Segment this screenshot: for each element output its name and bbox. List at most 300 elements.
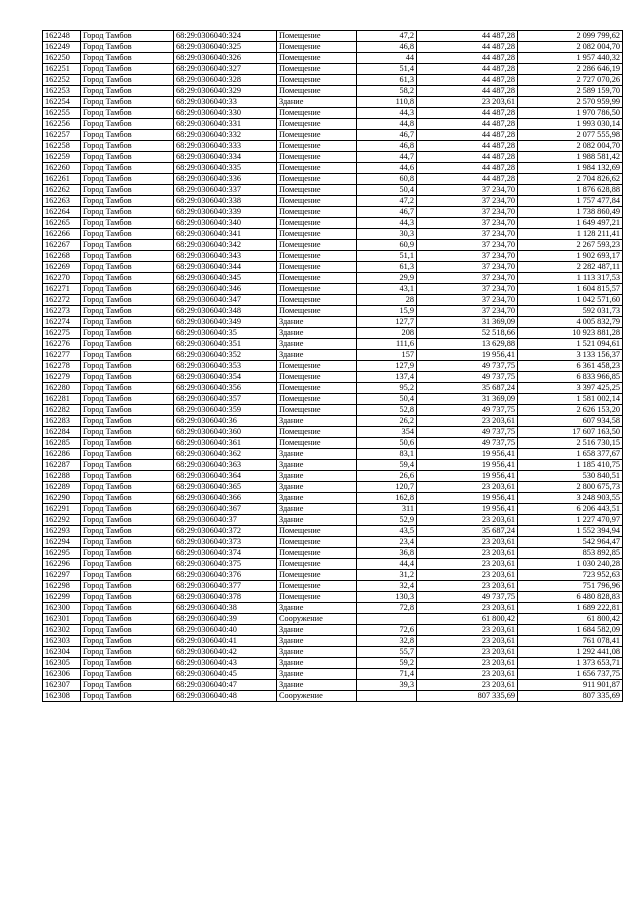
row-number-cell: 162299 <box>43 592 81 603</box>
cadastral-number-cell: 68:29:0306040:36 <box>174 416 277 427</box>
specific-value-cell: 19 956,41 <box>417 449 518 460</box>
specific-value-cell: 44 487,28 <box>417 141 518 152</box>
table-row <box>43 647 623 658</box>
specific-value-cell: 44 487,28 <box>417 174 518 185</box>
cadastral-value-cell: 1 292 441,08 <box>518 647 623 658</box>
object-type-cell: Помещение <box>277 405 357 416</box>
locality-cell: Город Тамбов <box>81 218 174 229</box>
table-row <box>43 251 623 262</box>
cadastral-value-cell: 1 113 317,53 <box>518 273 623 284</box>
locality-cell: Город Тамбов <box>81 647 174 658</box>
table-row <box>43 394 623 405</box>
cadastral-number-cell: 68:29:0306040:42 <box>174 647 277 658</box>
specific-value-cell: 44 487,28 <box>417 86 518 97</box>
cadastral-number-cell: 68:29:0306040:340 <box>174 218 277 229</box>
table-row <box>43 361 623 372</box>
cadastral-number-cell: 68:29:0306040:47 <box>174 680 277 691</box>
cadastral-number-cell: 68:29:0306040:40 <box>174 625 277 636</box>
row-number-cell: 162272 <box>43 295 81 306</box>
table-row <box>43 383 623 394</box>
row-number-cell: 162296 <box>43 559 81 570</box>
row-number-cell: 162269 <box>43 262 81 273</box>
area-cell: 120,7 <box>357 482 417 493</box>
cadastral-number-cell: 68:29:0306040:334 <box>174 152 277 163</box>
cadastral-number-cell: 68:29:0306040:342 <box>174 240 277 251</box>
object-type-cell: Помещение <box>277 108 357 119</box>
row-number-cell: 162288 <box>43 471 81 482</box>
specific-value-cell: 44 487,28 <box>417 163 518 174</box>
locality-cell: Город Тамбов <box>81 570 174 581</box>
area-cell <box>357 614 417 625</box>
cadastral-value-cell: 6 833 966,85 <box>518 372 623 383</box>
area-cell: 15,9 <box>357 306 417 317</box>
table-row <box>43 559 623 570</box>
row-number-cell: 162282 <box>43 405 81 416</box>
specific-value-cell: 19 956,41 <box>417 350 518 361</box>
object-type-cell: Помещение <box>277 196 357 207</box>
table-row <box>43 273 623 284</box>
cadastral-value-cell: 1 658 377,67 <box>518 449 623 460</box>
cadastral-value-table <box>42 30 623 702</box>
area-cell: 46,7 <box>357 130 417 141</box>
row-number-cell: 162303 <box>43 636 81 647</box>
cadastral-value-cell: 2 082 004,70 <box>518 42 623 53</box>
row-number-cell: 162293 <box>43 526 81 537</box>
cadastral-number-cell: 68:29:0306040:375 <box>174 559 277 570</box>
specific-value-cell: 44 487,28 <box>417 64 518 75</box>
specific-value-cell: 23 203,61 <box>417 669 518 680</box>
table-row <box>43 328 623 339</box>
table-row <box>43 482 623 493</box>
cadastral-number-cell: 68:29:0306040:359 <box>174 405 277 416</box>
table-row <box>43 614 623 625</box>
object-type-cell: Сооружение <box>277 614 357 625</box>
object-type-cell: Помещение <box>277 537 357 548</box>
cadastral-value-cell: 592 031,73 <box>518 306 623 317</box>
cadastral-number-cell: 68:29:0306040:344 <box>174 262 277 273</box>
cadastral-value-cell: 1 552 394,94 <box>518 526 623 537</box>
locality-cell: Город Тамбов <box>81 75 174 86</box>
area-cell: 311 <box>357 504 417 515</box>
row-number-cell: 162256 <box>43 119 81 130</box>
cadastral-value-cell: 2 077 555,98 <box>518 130 623 141</box>
row-number-cell: 162268 <box>43 251 81 262</box>
area-cell <box>357 691 417 702</box>
cadastral-value-cell: 2 099 799,62 <box>518 31 623 42</box>
table-row <box>43 262 623 273</box>
cadastral-value-cell: 2 727 070,26 <box>518 75 623 86</box>
area-cell: 130,3 <box>357 592 417 603</box>
locality-cell: Город Тамбов <box>81 86 174 97</box>
object-type-cell: Сооружение <box>277 691 357 702</box>
cadastral-value-cell: 1 957 440,32 <box>518 53 623 64</box>
table-row <box>43 405 623 416</box>
area-cell: 50,4 <box>357 394 417 405</box>
cadastral-value-cell: 6 480 828,83 <box>518 592 623 603</box>
object-type-cell: Помещение <box>277 130 357 141</box>
table-row <box>43 284 623 295</box>
cadastral-number-cell: 68:29:0306040:377 <box>174 581 277 592</box>
locality-cell: Город Тамбов <box>81 691 174 702</box>
specific-value-cell: 23 203,61 <box>417 658 518 669</box>
specific-value-cell: 37 234,70 <box>417 262 518 273</box>
cadastral-number-cell: 68:29:0306040:41 <box>174 636 277 647</box>
cadastral-value-cell: 3 248 903,55 <box>518 493 623 504</box>
cadastral-number-cell: 68:29:0306040:335 <box>174 163 277 174</box>
cadastral-number-cell: 68:29:0306040:43 <box>174 658 277 669</box>
row-number-cell: 162304 <box>43 647 81 658</box>
area-cell: 44,3 <box>357 108 417 119</box>
cadastral-number-cell: 68:29:0306040:327 <box>174 64 277 75</box>
table-row <box>43 75 623 86</box>
table-row <box>43 240 623 251</box>
row-number-cell: 162267 <box>43 240 81 251</box>
object-type-cell: Помещение <box>277 251 357 262</box>
cadastral-number-cell: 68:29:0306040:338 <box>174 196 277 207</box>
locality-cell: Город Тамбов <box>81 97 174 108</box>
area-cell: 31,2 <box>357 570 417 581</box>
specific-value-cell: 37 234,70 <box>417 218 518 229</box>
row-number-cell: 162276 <box>43 339 81 350</box>
area-cell: 59,4 <box>357 460 417 471</box>
cadastral-value-cell: 3 397 425,25 <box>518 383 623 394</box>
area-cell: 111,6 <box>357 339 417 350</box>
cadastral-value-cell: 807 335,69 <box>518 691 623 702</box>
specific-value-cell: 23 203,61 <box>417 548 518 559</box>
table-row <box>43 526 623 537</box>
cadastral-number-cell: 68:29:0306040:332 <box>174 130 277 141</box>
row-number-cell: 162273 <box>43 306 81 317</box>
object-type-cell: Здание <box>277 339 357 350</box>
cadastral-number-cell: 68:29:0306040:345 <box>174 273 277 284</box>
table-row <box>43 152 623 163</box>
table-row <box>43 86 623 97</box>
table-row <box>43 163 623 174</box>
table-row <box>43 42 623 53</box>
locality-cell: Город Тамбов <box>81 427 174 438</box>
object-type-cell: Здание <box>277 317 357 328</box>
table-row <box>43 295 623 306</box>
row-number-cell: 162278 <box>43 361 81 372</box>
specific-value-cell: 37 234,70 <box>417 273 518 284</box>
table-row <box>43 53 623 64</box>
row-number-cell: 162255 <box>43 108 81 119</box>
cadastral-value-cell: 2 516 730,15 <box>518 438 623 449</box>
cadastral-value-cell: 1 656 737,75 <box>518 669 623 680</box>
cadastral-number-cell: 68:29:0306040:48 <box>174 691 277 702</box>
area-cell: 44,4 <box>357 559 417 570</box>
locality-cell: Город Тамбов <box>81 537 174 548</box>
object-type-cell: Помещение <box>277 207 357 218</box>
area-cell: 61,3 <box>357 75 417 86</box>
area-cell: 46,7 <box>357 207 417 218</box>
specific-value-cell: 23 203,61 <box>417 482 518 493</box>
table-row <box>43 196 623 207</box>
row-number-cell: 162297 <box>43 570 81 581</box>
object-type-cell: Помещение <box>277 372 357 383</box>
object-type-cell: Помещение <box>277 570 357 581</box>
locality-cell: Город Тамбов <box>81 119 174 130</box>
specific-value-cell: 23 203,61 <box>417 537 518 548</box>
table-row <box>43 471 623 482</box>
cadastral-value-cell: 1 993 030,14 <box>518 119 623 130</box>
specific-value-cell: 23 203,61 <box>417 680 518 691</box>
locality-cell: Город Тамбов <box>81 350 174 361</box>
row-number-cell: 162257 <box>43 130 81 141</box>
cadastral-number-cell: 68:29:0306040:331 <box>174 119 277 130</box>
table-row <box>43 306 623 317</box>
row-number-cell: 162285 <box>43 438 81 449</box>
cadastral-number-cell: 68:29:0306040:354 <box>174 372 277 383</box>
table-row <box>43 97 623 108</box>
object-type-cell: Здание <box>277 680 357 691</box>
object-type-cell: Здание <box>277 647 357 658</box>
specific-value-cell: 23 203,61 <box>417 647 518 658</box>
row-number-cell: 162263 <box>43 196 81 207</box>
area-cell: 52,9 <box>357 515 417 526</box>
area-cell: 50,6 <box>357 438 417 449</box>
object-type-cell: Здание <box>277 350 357 361</box>
row-number-cell: 162294 <box>43 537 81 548</box>
locality-cell: Город Тамбов <box>81 284 174 295</box>
row-number-cell: 162298 <box>43 581 81 592</box>
specific-value-cell: 35 687,24 <box>417 383 518 394</box>
table-row <box>43 350 623 361</box>
cadastral-number-cell: 68:29:0306040:362 <box>174 449 277 460</box>
cadastral-value-cell: 723 952,63 <box>518 570 623 581</box>
row-number-cell: 162248 <box>43 31 81 42</box>
cadastral-number-cell: 68:29:0306040:351 <box>174 339 277 350</box>
table-row <box>43 31 623 42</box>
object-type-cell: Помещение <box>277 427 357 438</box>
locality-cell: Город Тамбов <box>81 372 174 383</box>
row-number-cell: 162305 <box>43 658 81 669</box>
locality-cell: Город Тамбов <box>81 416 174 427</box>
area-cell: 43,5 <box>357 526 417 537</box>
locality-cell: Город Тамбов <box>81 229 174 240</box>
object-type-cell: Помещение <box>277 262 357 273</box>
object-type-cell: Помещение <box>277 526 357 537</box>
area-cell: 23,4 <box>357 537 417 548</box>
locality-cell: Город Тамбов <box>81 207 174 218</box>
table-row <box>43 504 623 515</box>
object-type-cell: Помещение <box>277 284 357 295</box>
locality-cell: Город Тамбов <box>81 636 174 647</box>
table-row <box>43 185 623 196</box>
locality-cell: Город Тамбов <box>81 361 174 372</box>
locality-cell: Город Тамбов <box>81 460 174 471</box>
row-number-cell: 162264 <box>43 207 81 218</box>
locality-cell: Город Тамбов <box>81 295 174 306</box>
cadastral-number-cell: 68:29:0306040:372 <box>174 526 277 537</box>
row-number-cell: 162307 <box>43 680 81 691</box>
cadastral-value-cell: 530 840,51 <box>518 471 623 482</box>
cadastral-value-cell: 1 604 815,57 <box>518 284 623 295</box>
locality-cell: Город Тамбов <box>81 471 174 482</box>
object-type-cell: Здание <box>277 636 357 647</box>
specific-value-cell: 44 487,28 <box>417 75 518 86</box>
specific-value-cell: 23 203,61 <box>417 603 518 614</box>
cadastral-number-cell: 68:29:0306040:341 <box>174 229 277 240</box>
area-cell: 50,4 <box>357 185 417 196</box>
cadastral-number-cell: 68:29:0306040:326 <box>174 53 277 64</box>
area-cell: 30,3 <box>357 229 417 240</box>
object-type-cell: Помещение <box>277 229 357 240</box>
row-number-cell: 162254 <box>43 97 81 108</box>
specific-value-cell: 44 487,28 <box>417 130 518 141</box>
row-number-cell: 162258 <box>43 141 81 152</box>
specific-value-cell: 23 203,61 <box>417 97 518 108</box>
cadastral-number-cell: 68:29:0306040:374 <box>174 548 277 559</box>
object-type-cell: Здание <box>277 482 357 493</box>
table-row <box>43 130 623 141</box>
specific-value-cell: 23 203,61 <box>417 416 518 427</box>
table-row <box>43 119 623 130</box>
object-type-cell: Помещение <box>277 394 357 405</box>
cadastral-value-cell: 761 078,41 <box>518 636 623 647</box>
object-type-cell: Помещение <box>277 592 357 603</box>
area-cell: 208 <box>357 328 417 339</box>
cadastral-number-cell: 68:29:0306040:39 <box>174 614 277 625</box>
specific-value-cell: 19 956,41 <box>417 460 518 471</box>
object-type-cell: Здание <box>277 658 357 669</box>
locality-cell: Город Тамбов <box>81 196 174 207</box>
area-cell: 26,6 <box>357 471 417 482</box>
table-row <box>43 537 623 548</box>
area-cell: 72,8 <box>357 603 417 614</box>
object-type-cell: Здание <box>277 460 357 471</box>
row-number-cell: 162287 <box>43 460 81 471</box>
cadastral-number-cell: 68:29:0306040:324 <box>174 31 277 42</box>
locality-cell: Город Тамбов <box>81 504 174 515</box>
object-type-cell: Помещение <box>277 75 357 86</box>
table-row <box>43 218 623 229</box>
cadastral-value-cell: 1 689 222,81 <box>518 603 623 614</box>
row-number-cell: 162284 <box>43 427 81 438</box>
cadastral-value-cell: 1 581 002,14 <box>518 394 623 405</box>
object-type-cell: Здание <box>277 97 357 108</box>
object-type-cell: Здание <box>277 493 357 504</box>
row-number-cell: 162300 <box>43 603 81 614</box>
cadastral-number-cell: 68:29:0306040:367 <box>174 504 277 515</box>
cadastral-value-cell: 2 267 593,23 <box>518 240 623 251</box>
row-number-cell: 162274 <box>43 317 81 328</box>
area-cell: 36,8 <box>357 548 417 559</box>
cadastral-number-cell: 68:29:0306040:346 <box>174 284 277 295</box>
cadastral-number-cell: 68:29:0306040:349 <box>174 317 277 328</box>
specific-value-cell: 44 487,28 <box>417 31 518 42</box>
locality-cell: Город Тамбов <box>81 240 174 251</box>
row-number-cell: 162277 <box>43 350 81 361</box>
cadastral-number-cell: 68:29:0306040:352 <box>174 350 277 361</box>
specific-value-cell: 44 487,28 <box>417 42 518 53</box>
locality-cell: Город Тамбов <box>81 658 174 669</box>
object-type-cell: Здание <box>277 449 357 460</box>
cadastral-number-cell: 68:29:0306040:373 <box>174 537 277 548</box>
specific-value-cell: 23 203,61 <box>417 581 518 592</box>
object-type-cell: Здание <box>277 416 357 427</box>
area-cell: 110,8 <box>357 97 417 108</box>
object-type-cell: Здание <box>277 471 357 482</box>
row-number-cell: 162306 <box>43 669 81 680</box>
locality-cell: Город Тамбов <box>81 174 174 185</box>
row-number-cell: 162275 <box>43 328 81 339</box>
cadastral-value-cell: 607 934,58 <box>518 416 623 427</box>
table-row <box>43 460 623 471</box>
specific-value-cell: 23 203,61 <box>417 515 518 526</box>
cadastral-value-cell: 1 757 477,84 <box>518 196 623 207</box>
table-row <box>43 339 623 350</box>
locality-cell: Город Тамбов <box>81 680 174 691</box>
locality-cell: Город Тамбов <box>81 559 174 570</box>
cadastral-number-cell: 68:29:0306040:329 <box>174 86 277 97</box>
cadastral-value-cell: 1 738 860,49 <box>518 207 623 218</box>
locality-cell: Город Тамбов <box>81 185 174 196</box>
cadastral-value-cell: 2 570 959,99 <box>518 97 623 108</box>
locality-cell: Город Тамбов <box>81 42 174 53</box>
specific-value-cell: 31 369,09 <box>417 394 518 405</box>
area-cell: 44 <box>357 53 417 64</box>
row-number-cell: 162291 <box>43 504 81 515</box>
locality-cell: Город Тамбов <box>81 482 174 493</box>
table-row <box>43 416 623 427</box>
specific-value-cell: 37 234,70 <box>417 295 518 306</box>
cadastral-value-cell: 1 128 211,41 <box>518 229 623 240</box>
cadastral-number-cell: 68:29:0306040:337 <box>174 185 277 196</box>
specific-value-cell: 23 203,61 <box>417 636 518 647</box>
table-row <box>43 64 623 75</box>
row-number-cell: 162251 <box>43 64 81 75</box>
cadastral-number-cell: 68:29:0306040:330 <box>174 108 277 119</box>
locality-cell: Город Тамбов <box>81 306 174 317</box>
cadastral-number-cell: 68:29:0306040:328 <box>174 75 277 86</box>
area-cell: 32,8 <box>357 636 417 647</box>
object-type-cell: Помещение <box>277 119 357 130</box>
row-number-cell: 162253 <box>43 86 81 97</box>
locality-cell: Город Тамбов <box>81 669 174 680</box>
cadastral-value-cell: 17 607 163,50 <box>518 427 623 438</box>
cadastral-number-cell: 68:29:0306040:366 <box>174 493 277 504</box>
table-row <box>43 592 623 603</box>
cadastral-value-cell: 911 901,87 <box>518 680 623 691</box>
row-number-cell: 162260 <box>43 163 81 174</box>
row-number-cell: 162292 <box>43 515 81 526</box>
table-row <box>43 141 623 152</box>
table-body <box>43 31 623 702</box>
object-type-cell: Здание <box>277 669 357 680</box>
locality-cell: Город Тамбов <box>81 152 174 163</box>
cadastral-value-cell: 1 988 581,42 <box>518 152 623 163</box>
specific-value-cell: 19 956,41 <box>417 493 518 504</box>
table-row <box>43 570 623 581</box>
area-cell: 127,7 <box>357 317 417 328</box>
locality-cell: Город Тамбов <box>81 625 174 636</box>
area-cell: 47,2 <box>357 196 417 207</box>
cadastral-value-cell: 2 082 004,70 <box>518 141 623 152</box>
specific-value-cell: 807 335,69 <box>417 691 518 702</box>
specific-value-cell: 37 234,70 <box>417 207 518 218</box>
area-cell: 32,4 <box>357 581 417 592</box>
row-number-cell: 162265 <box>43 218 81 229</box>
specific-value-cell: 49 737,75 <box>417 592 518 603</box>
cadastral-number-cell: 68:29:0306040:360 <box>174 427 277 438</box>
row-number-cell: 162283 <box>43 416 81 427</box>
object-type-cell: Помещение <box>277 438 357 449</box>
object-type-cell: Помещение <box>277 174 357 185</box>
table-row <box>43 372 623 383</box>
locality-cell: Город Тамбов <box>81 108 174 119</box>
locality-cell: Город Тамбов <box>81 581 174 592</box>
